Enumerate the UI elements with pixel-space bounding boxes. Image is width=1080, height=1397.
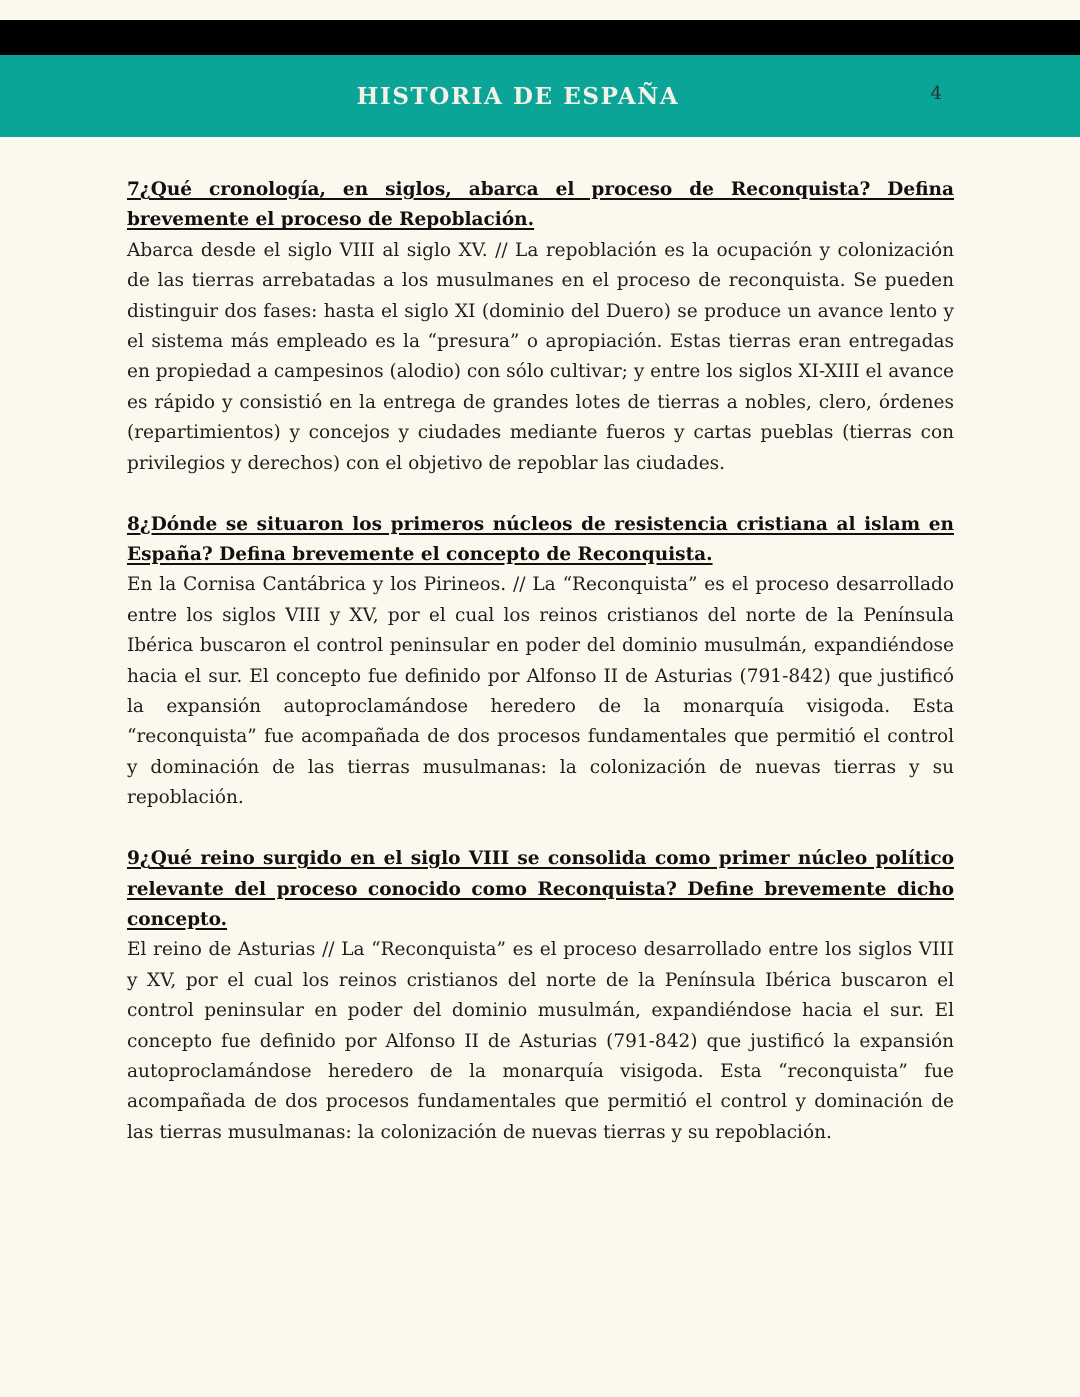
page-content [127, 175, 954, 1179]
answer-paragraph: Abarca desde el siglo VIII al siglo XV. // La repoblación es la ocupación y colonización de las tierras arrebatadas a los musulmanes en el proceso de reconquista. Se pueden distinguir dos fases: hasta el siglo XI (dominio del Duero) se produce un avance lento y el sistema más empleado es la “presura” o apropiación. Estas tierras eran entregadas en propiedad a campesinos (alodio) con sólo cultivar; y entre los siglos XI-XIII el avance es rápido y consistió en la entrega de grandes lotes de tierras a nobles, clero, órdenes (repartimientos) y concejos y ciudades mediante fueros y cartas pueblas (tierras con privilegios y derechos) con el objetivo de repoblar las ciudades. [127, 239, 954, 474]
page-number: 4 [930, 83, 942, 104]
answer-paragraph: El reino de Asturias // La “Reconquista” es el proceso desarrollado entre los siglos VIII y XV, por el cual los reinos cristianos del norte de la Península Ibérica buscaron el control peninsular en poder del dominio musulmán, expandiéndose hacia el sur. El concepto fue definido por Alfonso II de Asturias (791-842) que justificó la expansión autoproclamándose heredero de la monarquía visigoda. Esta “reconquista” fue acompañada de dos procesos fundamentales que permitió el control y dominación de las tierras musulmanas: la colonización de nuevas tierras y su repoblación. [127, 939, 954, 1143]
page-header [0, 55, 1080, 137]
qa-block-7 [127, 175, 954, 479]
qa-block-8 [127, 510, 954, 814]
top-black-bar [0, 20, 1080, 55]
qa-block-9 [127, 844, 954, 1148]
question-heading: 7¿Qué cronología, en siglos, abarca el proceso de Reconquista? Defina brevemente el proceso de Repoblación. [127, 179, 954, 231]
question-heading: 8¿Dónde se situaron los primeros núcleos de resistencia cristiana al islam en España? Defina brevemente el concepto de Reconquista. [127, 513, 954, 565]
header-title: HISTORIA DE ESPAÑA [356, 83, 680, 110]
answer-paragraph: En la Cornisa Cantábrica y los Pirineos. // La “Reconquista” es el proceso desarrollado entre los siglos VIII y XV, por el cual los reinos cristianos del norte de la Península Ibérica buscaron el control peninsular en poder del dominio musulmán, expandiéndose hacia el sur. El concepto fue definido por Alfonso II de Asturias (791-842) que justificó la expansión autoproclamándose heredero de la monarquía visigoda. Esta “reconquista” fue acompañada de dos procesos fundamentales que permitió el control y dominación de las tierras musulmanas: la colonización de nuevas tierras y su repoblación. [127, 574, 954, 809]
question-heading: 9¿Qué reino surgido en el siglo VIII se consolida como primer núcleo político relevante del proceso conocido como Reconquista? Define brevemente dicho concepto. [127, 848, 954, 930]
